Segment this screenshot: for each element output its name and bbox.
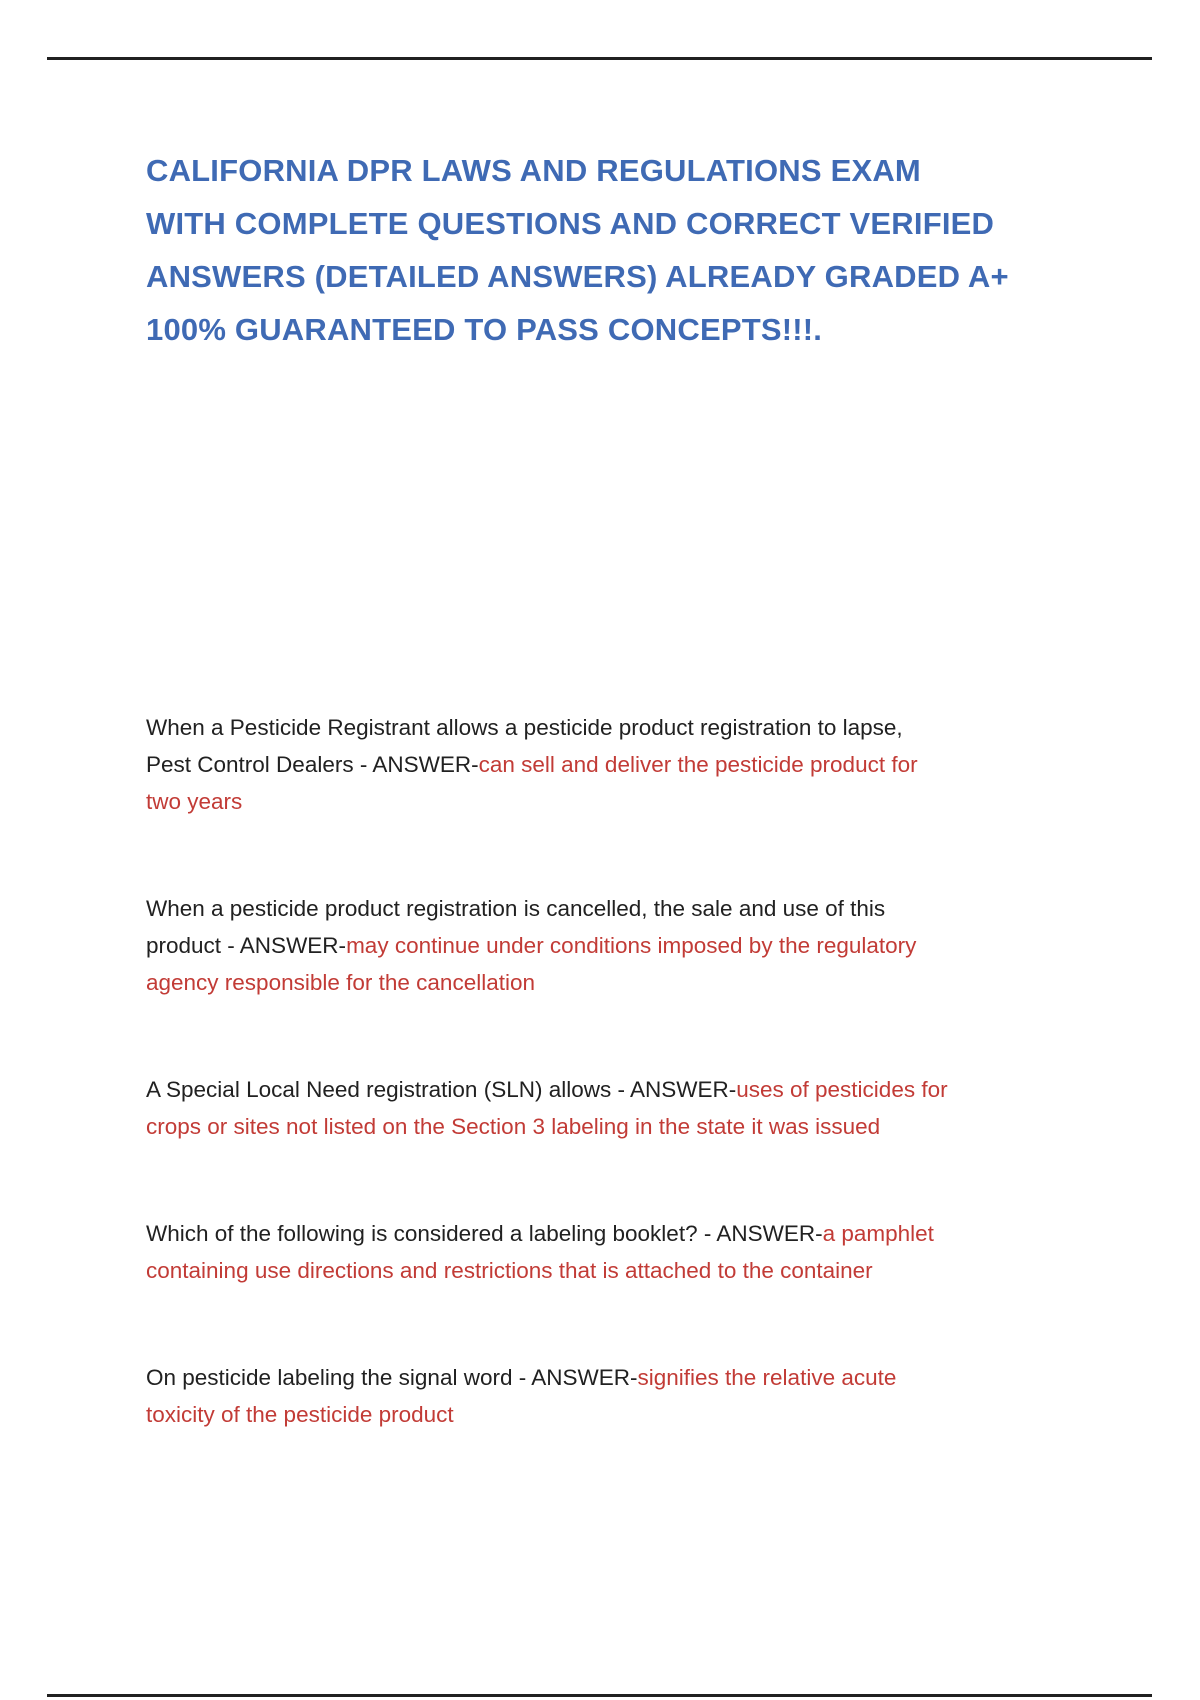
qa-line [146, 890, 1136, 927]
top-rule [47, 57, 1152, 60]
answer-text: agency responsible for the cancellation [146, 970, 535, 995]
qa-block [146, 1215, 1136, 1289]
qa-block [146, 709, 1136, 820]
question-text: On pesticide labeling the signal word - ANSWER- [146, 1365, 638, 1390]
title-line: WITH COMPLETE QUESTIONS AND CORRECT VERIFIED [146, 206, 995, 241]
question-text: Which of the following is considered a labeling booklet? - ANSWER- [146, 1221, 823, 1246]
question-text: When a Pesticide Registrant allows a pesticide product registration to lapse, [146, 715, 903, 740]
question-text: A Special Local Need registration (SLN) allows - ANSWER- [146, 1077, 737, 1102]
answer-text: two years [146, 789, 243, 814]
title-line: CALIFORNIA DPR LAWS AND REGULATIONS EXAM [146, 153, 921, 188]
qa-line [146, 746, 1136, 783]
qa-line [146, 927, 1136, 964]
answer-text: a pamphlet [822, 1221, 934, 1246]
qa-line [146, 1252, 1136, 1289]
bottom-rule [47, 1694, 1152, 1697]
answer-text: uses of pesticides for [736, 1077, 948, 1102]
answer-text: crops or sites not listed on the Section 3 labeling in the state it was issued [146, 1114, 881, 1139]
qa-line [146, 1215, 1136, 1252]
answer-text: may continue under conditions imposed by the regulatory [346, 933, 917, 958]
qa-block [146, 1071, 1136, 1145]
qa-line [146, 783, 1136, 820]
qa-line [146, 1359, 1136, 1396]
question-text: When a pesticide product registration is cancelled, the sale and use of this [146, 896, 886, 921]
document-title [146, 144, 1136, 356]
qa-list [146, 709, 1136, 1503]
title-line: ANSWERS (DETAILED ANSWERS) ALREADY GRADED A+ [146, 259, 1009, 294]
question-text: product - ANSWER- [146, 933, 347, 958]
answer-text: containing use directions and restrictions that is attached to the container [146, 1258, 873, 1283]
qa-block [146, 1359, 1136, 1433]
qa-line [146, 709, 1136, 746]
question-text: Pest Control Dealers - ANSWER- [146, 752, 479, 777]
qa-block [146, 890, 1136, 1001]
answer-text: can sell and deliver the pesticide product for [478, 752, 918, 777]
qa-line [146, 1108, 1136, 1145]
answer-text: toxicity of the pesticide product [146, 1402, 454, 1427]
qa-line [146, 1396, 1136, 1433]
qa-line [146, 1071, 1136, 1108]
qa-line [146, 964, 1136, 1001]
title-line: 100% GUARANTEED TO PASS CONCEPTS!!!. [146, 312, 823, 347]
answer-text: signifies the relative acute [637, 1365, 897, 1390]
